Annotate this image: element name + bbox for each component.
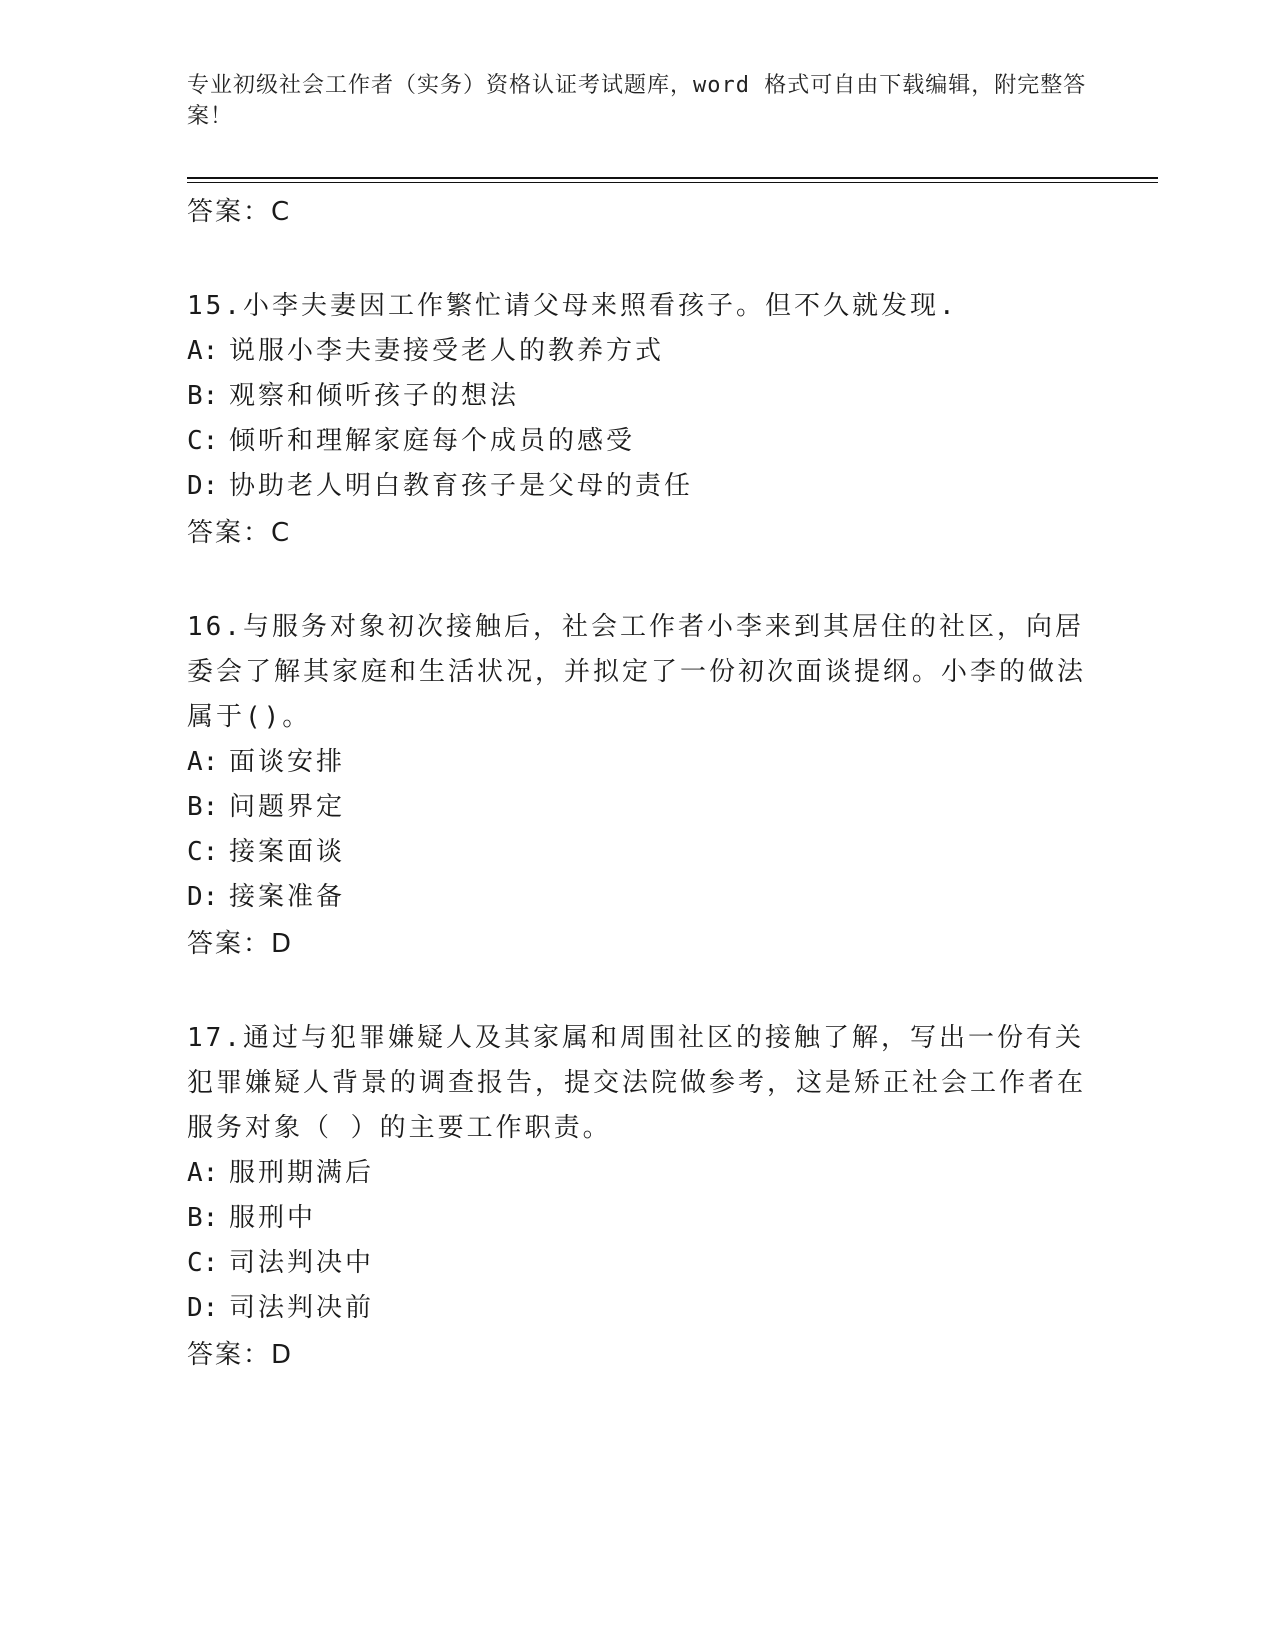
option-letter: A: — [187, 747, 219, 777]
option-letter: D: — [187, 471, 219, 501]
question-list — [187, 188, 1087, 1379]
question-block — [187, 284, 1087, 557]
option-c — [187, 419, 1087, 464]
option-letter: D: — [187, 1293, 219, 1323]
page-header: 专业初级社会工作者（实务）资格认证考试题库，word 格式可自由下载编辑，附完整答案！ — [187, 73, 1087, 129]
question-stem: 16.与服务对象初次接触后，社会工作者小李来到其居住的社区，向居委会了解其家庭和生活状况，并拟定了一份初次面谈提纲。小李的做法属于()。 — [187, 612, 1087, 732]
option-a — [187, 1151, 1087, 1196]
option-letter: B: — [187, 1203, 219, 1233]
option-text: 协助老人明白教育孩子是父母的责任 — [229, 471, 694, 501]
answer-line: 答案：C — [187, 518, 292, 548]
option-text: 倾听和理解家庭每个成员的感受 — [229, 426, 636, 456]
answer-line: 答案：D — [187, 1340, 294, 1370]
option-letter: B: — [187, 381, 219, 411]
option-c — [187, 830, 1087, 875]
option-text: 接案面谈 — [229, 837, 346, 867]
option-d — [187, 875, 1087, 920]
previous-answer: 答案：C — [187, 197, 292, 227]
header-divider-thin — [187, 182, 1158, 183]
spacer — [187, 557, 1087, 605]
question-stem: 15.小李夫妻因工作繁忙请父母来照看孩子。但不久就发现. — [187, 291, 958, 321]
option-text: 观察和倾听孩子的想法 — [229, 381, 520, 411]
option-text: 接案准备 — [229, 882, 346, 912]
option-text: 说服小李夫妻接受老人的教养方式 — [229, 336, 665, 366]
option-c — [187, 1241, 1087, 1286]
option-letter: C: — [187, 1248, 219, 1278]
option-d — [187, 464, 1087, 509]
question-block — [187, 605, 1087, 968]
option-a — [187, 329, 1087, 374]
option-letter: A: — [187, 336, 219, 366]
option-a — [187, 740, 1087, 785]
option-b — [187, 785, 1087, 830]
option-letter: C: — [187, 426, 219, 456]
option-text: 司法判决前 — [229, 1293, 375, 1323]
question-stem: 17.通过与犯罪嫌疑人及其家属和周围社区的接触了解，写出一份有关犯罪嫌疑人背景的调查报告，提交法院做参考，这是矫正社会工作者在服务对象（ ）的主要工作职责。 — [187, 1023, 1087, 1143]
option-text: 问题界定 — [229, 792, 346, 822]
option-d — [187, 1286, 1087, 1331]
option-b — [187, 1196, 1087, 1241]
option-b — [187, 374, 1087, 419]
option-text: 司法判决中 — [229, 1248, 375, 1278]
spacer — [187, 968, 1087, 1016]
question-block — [187, 1016, 1087, 1379]
option-text: 服刑期满后 — [229, 1158, 375, 1188]
header-divider-thick — [187, 177, 1158, 179]
option-letter: D: — [187, 882, 219, 912]
option-letter: B: — [187, 792, 219, 822]
option-text: 服刑中 — [229, 1203, 317, 1233]
option-text: 面谈安排 — [229, 747, 346, 777]
answer-line: 答案：D — [187, 929, 294, 959]
option-letter: A: — [187, 1158, 219, 1188]
option-letter: C: — [187, 837, 219, 867]
